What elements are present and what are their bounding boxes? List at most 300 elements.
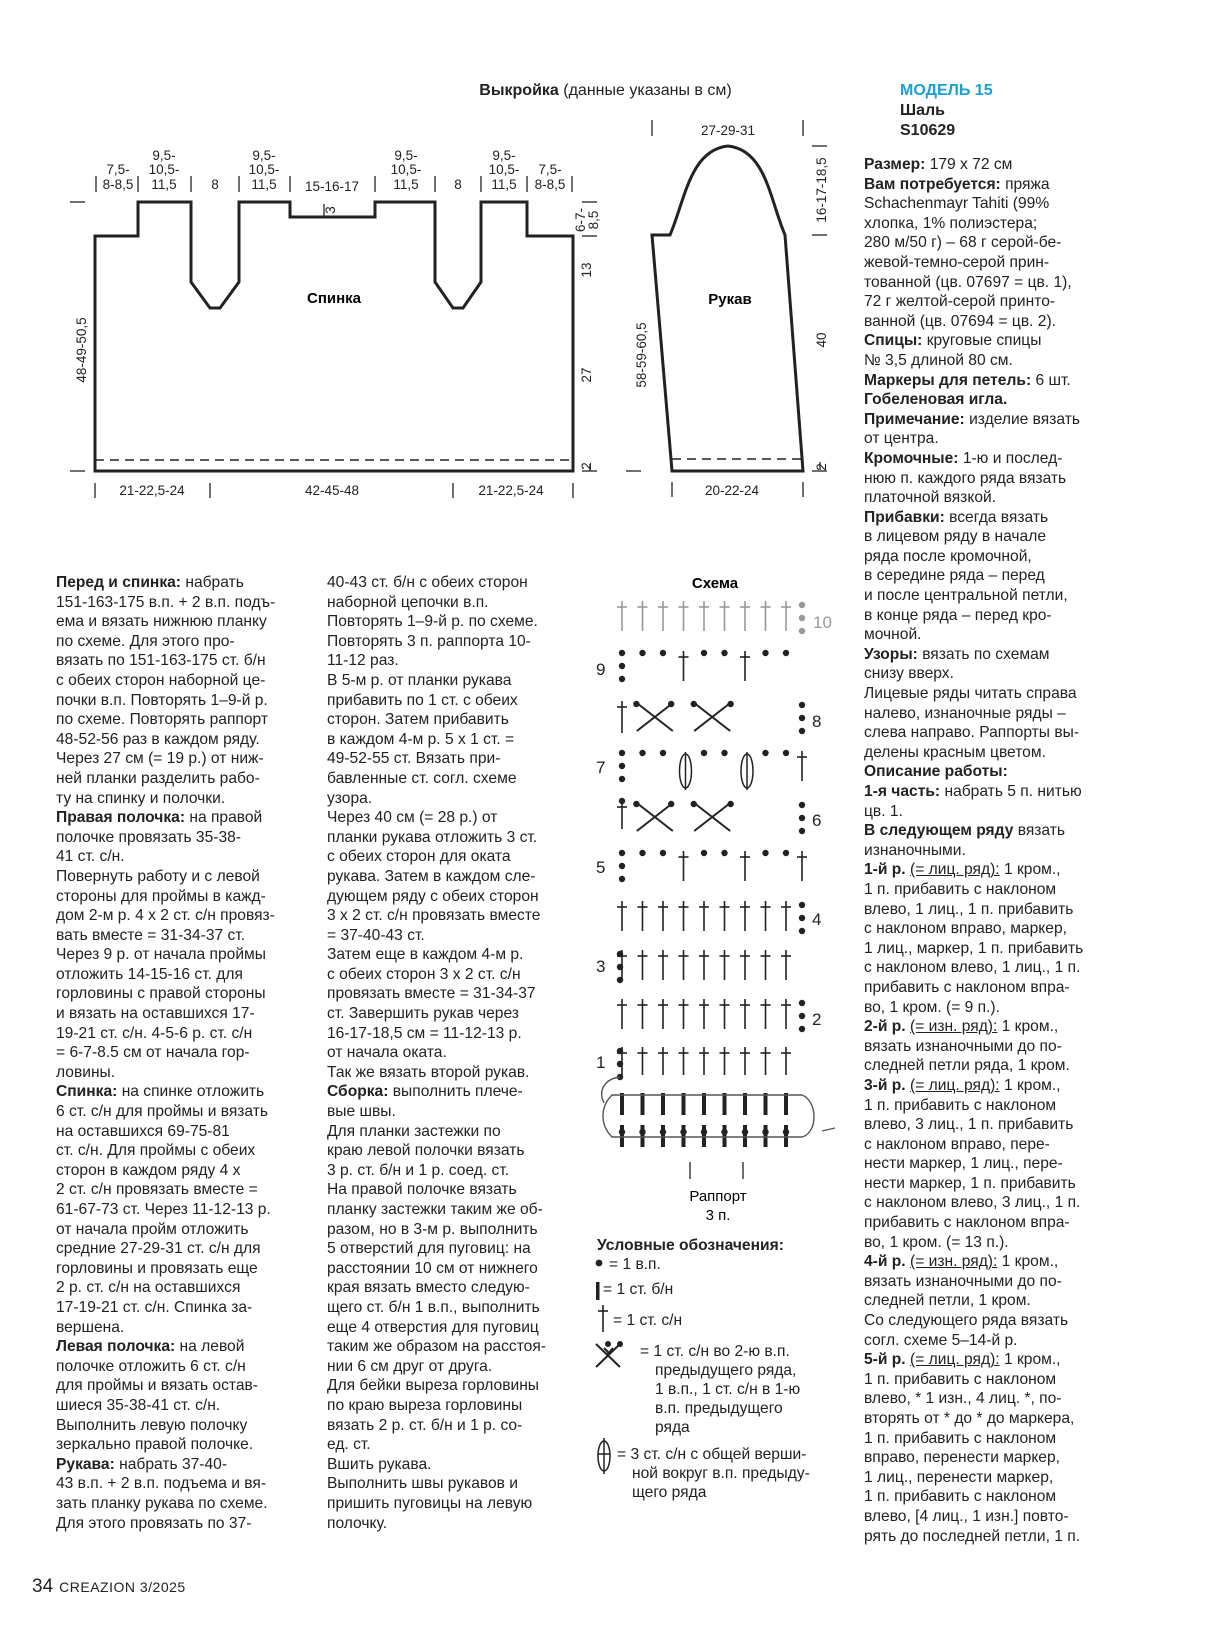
text-run: прибавить с наклоном впра- [864, 1214, 1070, 1232]
text-run: На правой полочке вязать [327, 1181, 517, 1199]
row-number-6: 6 [812, 811, 822, 830]
text-line [56, 1082, 318, 1102]
text-line [56, 593, 318, 613]
row-number-9: 9 [596, 660, 606, 679]
chart-chain-dot [668, 801, 674, 807]
text-run: средние 27-29-31 ст. с/н для [56, 1240, 261, 1258]
back-pattern-diagram [60, 140, 620, 510]
text-heading: Гобеленовая игла. [864, 391, 1008, 409]
text-line [327, 1239, 589, 1259]
text-line [327, 808, 589, 828]
text-line [864, 704, 1164, 724]
chart-chain-dot [799, 615, 805, 621]
text-line [864, 1429, 1164, 1449]
text-run: с наклоном вправо, пере- [864, 1135, 1050, 1153]
text-line [327, 906, 589, 926]
text-run: с обеих сторон наборной це- [56, 671, 266, 689]
text-line [327, 1357, 589, 1377]
text-line [864, 1311, 1164, 1331]
text-line [327, 1161, 589, 1181]
text-run: Лицевые ряды читать справа [864, 685, 1077, 703]
text-line [864, 1037, 1164, 1057]
single-crochet-icon [596, 1282, 600, 1300]
text-line [56, 1102, 318, 1122]
text-run: следней петли, 1 кром. [864, 1292, 1031, 1310]
text-line [864, 1468, 1164, 1488]
text-run: горловины и провязать еще [56, 1259, 258, 1277]
text-line [864, 1331, 1164, 1351]
dim-shoulder-r2: 8-8,5 [534, 177, 566, 192]
text-line [56, 710, 318, 730]
text-line [56, 945, 318, 965]
text-run: во, 1 кром. (= 13 п.). [864, 1233, 1009, 1251]
chart-chain-dot [799, 715, 805, 721]
chart-chain-dot [721, 850, 727, 856]
text-run: (= изн. ряд): [910, 1018, 998, 1036]
text-line [864, 1115, 1164, 1135]
text-line [864, 880, 1164, 900]
text-line [56, 1337, 318, 1357]
text-line [327, 945, 589, 965]
text-run: по схеме. Для этого про- [56, 632, 235, 650]
text-run: с обеих сторон 3 х 2 ст. с/н [327, 965, 521, 983]
text-run: 6 шт. [1031, 371, 1071, 389]
text-line [864, 586, 1164, 606]
dim-right-body-h: 27 [579, 367, 594, 383]
text-run: 43 в.п. + 2 в.п. подъема и вя- [56, 1475, 267, 1493]
text-run: с обеих сторон для оката [327, 848, 511, 866]
text-run: отложить 14-15-16 ст. для [56, 965, 243, 983]
legend-crossed-4: в.п. предыдущего [655, 1400, 783, 1417]
dim-bottom-left: 21-22,5-24 [119, 483, 185, 498]
chart-chain-dot [691, 801, 697, 807]
text-line [327, 710, 589, 730]
text-run: прибавить по 1 ст. с обеих [327, 691, 518, 709]
text-run: вязать по схемам [917, 645, 1050, 663]
text-run: на левой [175, 1338, 245, 1356]
text-line [56, 1455, 318, 1475]
text-run: выполнить плече- [388, 1083, 523, 1101]
text-run: влево, 1 лиц., 1 п. прибавить [864, 900, 1074, 918]
text-line [327, 651, 589, 671]
text-line [864, 1096, 1164, 1116]
text-run: 72 г желтой-серой принто- [864, 293, 1056, 311]
sleeve-pattern-label: Рукав [708, 291, 752, 308]
text-run: согл. схеме 5–14-й р. [864, 1331, 1018, 1349]
text-run: Через 40 см (= 28 р.) от [327, 809, 498, 827]
chart-chain-dot [660, 850, 666, 856]
text-run: = 37-40-43 ст. [327, 926, 425, 944]
text-line [327, 1298, 589, 1318]
text-line [56, 691, 318, 711]
text-run: влево, 3 лиц., 1 п. прибавить [864, 1116, 1074, 1134]
text-run: Выполнить левую полочку [56, 1416, 248, 1434]
text-line [864, 1017, 1164, 1037]
text-run: ловины. [56, 1063, 116, 1081]
text-line [56, 1416, 318, 1436]
legend-double-crochet: = 1 ст. с/н [613, 1312, 683, 1329]
pattern-header-note: (данные указаны в см) [558, 82, 732, 99]
text-line [864, 1389, 1164, 1409]
text-run: налево, изнаночные ряды – [864, 704, 1066, 722]
chart-chain-dot [783, 850, 789, 856]
dim-strap-a1: 9,5- [152, 148, 176, 163]
legend-cluster-1: = 3 ст. с/н с общей верши- [617, 1446, 807, 1463]
chart-chain-dot [799, 1026, 805, 1032]
legend-title: Условные обозначения: [597, 1237, 784, 1254]
text-line [327, 1024, 589, 1044]
text-run: рукава. Затем в каждом сле- [327, 867, 536, 885]
text-run: вать вместе = 31-34-37 ст. [56, 926, 246, 944]
chart-chain-dot [691, 701, 697, 707]
chart-chain-dot [783, 1129, 789, 1135]
text-line [864, 900, 1164, 920]
sleeve-dim-length: 40 [814, 332, 829, 348]
text-line [864, 175, 1164, 195]
chart-chain-dot [762, 650, 768, 656]
text-line [327, 593, 589, 613]
text-line [864, 1076, 1164, 1096]
chart-chain-dot [799, 802, 805, 808]
text-run: вые швы. [327, 1103, 396, 1121]
text-line [864, 1174, 1164, 1194]
text-heading: Спинка: [56, 1083, 118, 1101]
text-run: 280 м/50 г) – 68 г серой-бе- [864, 234, 1062, 252]
text-run: 1 кром., [999, 1351, 1061, 1369]
row-number-10: 10 [813, 613, 832, 632]
text-line [56, 632, 318, 652]
chart-chain-dot [617, 1061, 623, 1067]
text-run: края вязать вместо следую- [327, 1279, 530, 1297]
text-line [864, 1291, 1164, 1311]
text-line [56, 1278, 318, 1298]
text-run: шиеся 35-38-41 ст. с/н. [56, 1396, 221, 1414]
page-number: 34 [32, 1576, 54, 1597]
text-run: влево, * 1 изн., 4 лиц. *, по- [864, 1390, 1062, 1408]
text-line [864, 371, 1164, 391]
text-run: ряда после кромочной, [864, 547, 1032, 565]
chart-single-crochet [702, 1125, 706, 1147]
text-line [327, 1259, 589, 1279]
text-run: 6 ст. с/н для проймы и вязать [56, 1103, 269, 1121]
text-line [864, 802, 1164, 822]
text-run: провязать вместе = 31-34-37 [327, 985, 536, 1003]
text-line [327, 1435, 589, 1455]
chart-chain-dot [660, 650, 666, 656]
row-number-5: 5 [596, 858, 606, 877]
text-heading: Примечание: [864, 410, 965, 428]
text-run: стороны для проймы в кажд- [56, 887, 266, 905]
text-line [864, 527, 1164, 547]
text-run: 1 кром., [999, 861, 1061, 879]
text-run: зеркально правой полочке. [56, 1436, 254, 1454]
legend-crossed-2: предыдущего ряда, [655, 1362, 797, 1379]
dim-neck-depth: 3 [323, 206, 338, 214]
text-run: всегда вязать [944, 508, 1049, 526]
text-run: 1 лиц., перенести маркер, [864, 1468, 1054, 1486]
text-run: платочной вязкой. [864, 489, 997, 507]
chart-chain-dot [639, 850, 645, 856]
text-run: круговые спицы [922, 332, 1042, 350]
text-run: щего ст. б/н 1 в.п., выполнить [327, 1298, 540, 1316]
text-line [56, 1474, 318, 1494]
text-line [327, 867, 589, 887]
text-run: ту на спинку и полочки. [56, 789, 226, 807]
chart-single-crochet [764, 1093, 768, 1115]
text-run: нюю п. каждого ряда вязать [864, 469, 1067, 487]
text-heading: Спицы: [864, 332, 923, 350]
text-line [864, 1370, 1164, 1390]
dim-armhole-l: 8 [211, 177, 219, 192]
chart-chain-dot [721, 650, 727, 656]
dim-right-armhole-h: 13 [579, 262, 594, 278]
text-run: наборной цепочки в.п. [327, 593, 489, 611]
text-heading: 1-й р. [864, 861, 906, 879]
page-footer [32, 1576, 186, 1598]
back-pattern-label: Спинка [306, 290, 362, 307]
chart-chain-dot [799, 702, 805, 708]
text-run: в середине ряда – перед [864, 567, 1045, 585]
text-run: полочку. [327, 1514, 388, 1532]
dim-strap-c1: 9,5- [394, 148, 418, 163]
chart-title: Схема [691, 575, 739, 592]
text-line [56, 1435, 318, 1455]
text-line [327, 1220, 589, 1240]
text-line [56, 1063, 318, 1083]
dim-right-shoulder-h2: 8,5 [586, 210, 601, 230]
text-run: изделие вязать [964, 410, 1080, 428]
text-line [56, 730, 318, 750]
text-line [327, 926, 589, 946]
chart-chain-dot [619, 1129, 625, 1135]
text-line [56, 769, 318, 789]
text-line [864, 566, 1164, 586]
text-line [864, 1487, 1164, 1507]
text-line [56, 749, 318, 769]
text-run: тованной (цв. 07697 = цв. 1), [864, 273, 1072, 291]
dim-neck: 15-16-17 [304, 179, 360, 194]
text-line [864, 860, 1164, 880]
text-line [56, 965, 318, 985]
text-run: Через 9 р. от начала проймы [56, 946, 266, 964]
text-run: 1 п. прибавить с наклоном [864, 1429, 1057, 1447]
sleeve-dim-bottom: 20-22-24 [704, 483, 760, 498]
text-line [327, 1122, 589, 1142]
text-line [56, 1318, 318, 1338]
chart-single-crochet [661, 1093, 665, 1115]
chart-single-crochet [661, 1125, 665, 1147]
text-line [327, 1494, 589, 1514]
text-run: Для этого провязать по 37- [56, 1514, 252, 1532]
text-heading: Левая полочка: [56, 1338, 176, 1356]
text-line [864, 1135, 1164, 1155]
chart-chain-dot [721, 750, 727, 756]
text-run: вязать изнаночными до по- [864, 1272, 1062, 1290]
text-run: хлопка, 1% полиэстера; [864, 214, 1038, 232]
text-line [864, 723, 1164, 743]
chart-chain-dot [619, 863, 625, 869]
legend-single-crochet: = 1 ст. б/н [603, 1281, 674, 1298]
text-line [327, 1200, 589, 1220]
text-run: дом 2-м р. 4 х 2 ст. с/н провяз- [56, 907, 275, 925]
text-run: 1-ю и послед- [958, 449, 1063, 467]
text-run: 1 лиц., маркер, 1 п. прибавить [864, 939, 1084, 957]
text-line [864, 508, 1164, 528]
text-run: 49-52-55 ст. Вязать при- [327, 750, 501, 768]
text-run: 3 р. ст. б/н и 1 р. соед. ст. [327, 1161, 510, 1179]
text-line [327, 828, 589, 848]
text-line [327, 1318, 589, 1338]
text-line [864, 978, 1164, 998]
chart-chain-dot [727, 701, 733, 707]
dim-bottom-right: 21-22,5-24 [478, 483, 544, 498]
text-line [327, 1376, 589, 1396]
text-run: Вшить рукава. [327, 1455, 432, 1473]
text-run: В 5-м р. от планки рукава [327, 671, 512, 689]
text-run: 11-12 раз. [327, 652, 399, 670]
text-line [864, 1233, 1164, 1253]
chart-chain-dot [701, 850, 707, 856]
crossed-double-crochet-icon [596, 1344, 620, 1367]
chart-chain-dot [619, 750, 625, 756]
text-run: 179 х 72 см [925, 156, 1013, 173]
model-title: МОДЕЛЬ 15 [900, 82, 993, 99]
text-run: пришить пуговицы на левую [327, 1494, 533, 1512]
model-code: S10629 [900, 122, 956, 139]
text-line [864, 625, 1164, 645]
chart-chain-dot [783, 650, 789, 656]
text-line [864, 606, 1164, 626]
chart-chain-dot [619, 776, 625, 782]
chart-single-crochet [764, 1125, 768, 1147]
dim-strap-c3: 11,5 [393, 177, 419, 192]
text-line [327, 1278, 589, 1298]
row-number-4: 4 [812, 910, 822, 929]
text-line [56, 1200, 318, 1220]
chart-chain-dot [617, 964, 623, 970]
text-line [327, 1180, 589, 1200]
chart-chain-dot [799, 915, 805, 921]
text-run: цв. 1. [864, 802, 903, 820]
magazine-issue: CREAZION 3/2025 [59, 1579, 186, 1595]
dim-strap-a3: 11,5 [151, 177, 177, 192]
text-line [864, 488, 1164, 508]
text-run: планки рукава отложить 3 ст. [327, 828, 538, 846]
chart-chain-dot [617, 951, 623, 957]
text-line [56, 671, 318, 691]
text-line [864, 469, 1164, 489]
text-line [56, 808, 318, 828]
text-line [864, 743, 1164, 763]
chart-chain-dot [762, 1129, 768, 1135]
text-run: ст. Завершить рукав через [327, 1005, 519, 1023]
dim-right-hem-h: 2 [579, 462, 594, 470]
text-run: 1 п. прибавить с наклоном [864, 1488, 1057, 1506]
text-line [56, 1239, 318, 1259]
text-run: ней планки разделить рабо- [56, 769, 260, 787]
text-heading: 2-й р. [864, 1018, 906, 1036]
chart-chain-dot [617, 1048, 623, 1054]
sleeve-dim-cap: 16-17-18,5 [814, 157, 829, 223]
text-line [864, 214, 1164, 234]
chart-chain-dot [619, 876, 625, 882]
chart-chain-dot [799, 628, 805, 634]
text-line [864, 1213, 1164, 1233]
text-run: 48-52-56 раз в каждом ряду. [56, 730, 260, 748]
legend-crossed-1: = 1 ст. с/н во 2-ю в.п. [640, 1343, 790, 1360]
text-run: набрать 5 п. нитью [940, 783, 1082, 800]
dim-strap-b1: 9,5- [252, 148, 276, 163]
text-line [327, 573, 589, 593]
chart-chain-dot [799, 602, 805, 608]
text-line [864, 1409, 1164, 1429]
text-run: вязать по 151-163-175 ст. б/н [56, 652, 266, 670]
text-line [327, 1474, 589, 1494]
chart-single-crochet [641, 1093, 645, 1115]
text-run: вершена. [56, 1318, 125, 1336]
text-run: Для бейки выреза горловины [327, 1377, 540, 1395]
cluster-icon [598, 1438, 610, 1474]
text-run: (= лиц. ряд): [910, 1076, 1000, 1094]
row-number-7: 7 [596, 758, 606, 777]
chart-chain-dot [762, 850, 768, 856]
dim-strap-c2: 10,5- [390, 162, 422, 177]
dim-bottom-center: 42-45-48 [304, 483, 360, 498]
text-line [56, 926, 318, 946]
text-line [327, 1514, 589, 1534]
dim-strap-d3: 11,5 [491, 177, 517, 192]
text-column-2 [327, 573, 589, 1533]
double-crochet-icon [598, 1305, 608, 1332]
text-heading: Кромочные: [864, 449, 959, 467]
text-run: во, 1 кром. (= 9 п.). [864, 998, 1000, 1016]
legend-cluster-3: щего ряда [632, 1484, 707, 1501]
text-line [864, 1350, 1164, 1370]
dim-shoulder-l2: 8-8,5 [102, 177, 134, 192]
text-run: (= изн. ряд): [910, 1253, 998, 1271]
dim-shoulder-l1: 7,5- [106, 162, 130, 177]
text-line [864, 1154, 1164, 1174]
chart-single-crochet [743, 1093, 747, 1115]
chart-chain-dot [660, 750, 666, 756]
text-line [864, 998, 1164, 1018]
text-line [864, 1527, 1164, 1547]
text-run: разом, но в 3-м р. выполнить [327, 1220, 538, 1238]
text-run: прибавить с наклоном впра- [864, 978, 1070, 996]
text-heading: Прибавки: [864, 508, 945, 526]
text-run: пряжа [1000, 175, 1050, 193]
text-run: вязать изнаночными до по- [864, 1037, 1062, 1055]
row-number-2: 2 [812, 1010, 822, 1029]
text-line [327, 1396, 589, 1416]
text-line [864, 1507, 1164, 1527]
chart-single-crochet [641, 1125, 645, 1147]
chart-chain-dot [617, 977, 623, 983]
text-run: 41 ст. с/н. [56, 848, 125, 866]
text-line [864, 429, 1164, 449]
legend-crossed-5: ряда [655, 1419, 690, 1436]
text-run: (= лиц. ряд): [910, 861, 1000, 879]
repeat-label-2: 3 п. [705, 1207, 731, 1224]
text-run: нести маркер, 1 лиц., пере- [864, 1155, 1063, 1173]
text-run: 3 х 2 ст. с/н провязать вместе [327, 907, 541, 925]
text-run: ед. ст. [327, 1436, 371, 1454]
text-column-4 [864, 155, 1164, 1546]
text-line [327, 1455, 589, 1475]
sleeve-dim-left: 58-59-60,5 [634, 322, 649, 388]
text-line [864, 684, 1164, 704]
pattern-header [0, 82, 1211, 100]
